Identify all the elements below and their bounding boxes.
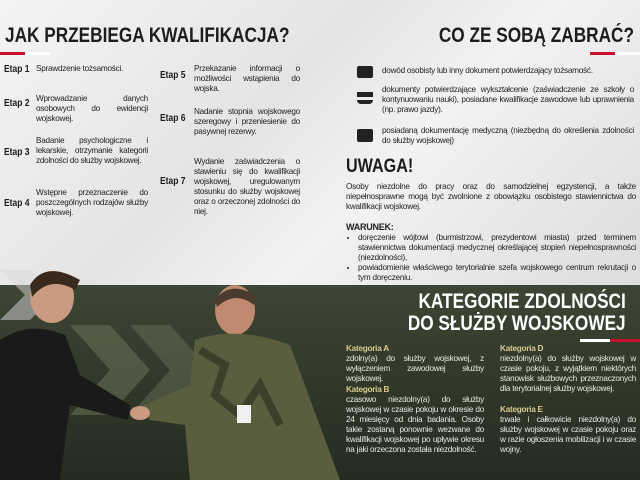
bring-title: CO ZE SOBĄ ZABRAĆ? <box>438 24 634 47</box>
warunek-list <box>346 233 636 283</box>
category-name: Kategoria E <box>500 405 543 414</box>
category-b <box>346 385 484 455</box>
step-label: Etap 7 <box>160 176 186 187</box>
category-name: Kategoria D <box>500 344 544 353</box>
category-text: czasowo niezdolny(a) do służby wojskowej w czasie pokoju w okresie do 24 miesięcy od dnia badania. Osoby takie zostaną ponownie wezwane do kwalifikacji wojskowej po upływie okresu na jaki orzeczona została niezdolność. <box>346 395 484 454</box>
category-text: trwale i całkowicie niezdolny(a) do służby wojskowej w czasie pokoju oraz w razie ogłoszenia mobilizacji i w czasie wojny. <box>500 415 636 454</box>
categories-title-line1: KATEGORIE ZDOLNOŚCI <box>418 290 626 313</box>
bring-item-text: dokumenty potwierdzające wykształcenie (zaświadczenie ze szkoły o kontynuowaniu nauki), posiadane kwalifikacje zawodowe lub uprawnienia (np. prawo jazdy). <box>382 85 634 114</box>
step-text: Badanie psychologiczne i lekarskie, otrzymanie kategorii zdolności do służby wojskowej. <box>36 136 148 165</box>
title-underline <box>590 52 640 55</box>
step-label: Etap 3 <box>4 147 30 158</box>
diploma-hand-icon <box>357 92 373 104</box>
step-label: Etap 4 <box>4 198 30 209</box>
category-a <box>346 344 484 384</box>
title-underline <box>580 339 640 342</box>
category-e <box>500 405 636 455</box>
warunek-item: • powiadomienie właściwego terytorialnie szefa wojskowego centrum rekrutacji o tym doręczeniu. <box>358 263 636 283</box>
warunek-heading: WARUNEK: <box>346 222 394 232</box>
step-text: Przekazanie informacji o możliwości wstąpienia do wojska. <box>194 64 300 93</box>
step-label: Etap 2 <box>4 98 30 109</box>
step-text: Wprowadzanie danych osobowych do ewidencji wojskowej. <box>36 94 148 123</box>
title-underline <box>0 52 50 55</box>
step-text: Sprawdzenie tożsamości. <box>36 64 124 73</box>
category-text: zdolny(a) do służby wojskowej, z wyłączeniem zawodowej służby wojskowej. <box>346 354 484 383</box>
categories-title-line2: DO SŁUŻBY WOJSKOWEJ <box>408 312 626 335</box>
medical-folder-icon <box>357 129 373 142</box>
step-text: Wstępne przeznaczenie do poszczególnych rodzajów służby wojskowej. <box>36 188 148 217</box>
step-text: Wydanie zaświadczenia o stawieniu się do kwalifikacji wojskowej, uregulowanym stosunku do służby wojskowej oraz o orzeczonej zdolności do niej. <box>194 157 300 216</box>
bring-item-text: posiadaną dokumentację medyczną (niezbędną do określenia zdolności do służby wojskowej) <box>382 126 634 145</box>
uwaga-heading: UWAGA! <box>346 156 414 177</box>
uwaga-text: Osoby niezdolne do pracy oraz do samodzielnej egzystencji, a także niepełnosprawne mogą być zwolnione z obowiązku osobistego stawiennictwa do kwalifikacji wojskowej. <box>346 182 636 211</box>
step-label: Etap 5 <box>160 70 186 81</box>
step-text: Nadanie stopnia wojskowego szeregowy i przeniesienie do pasywnej rezerwy. <box>194 107 300 136</box>
step-label: Etap 1 <box>4 64 30 75</box>
step-label: Etap 6 <box>160 113 186 124</box>
category-name: Kategoria B <box>346 385 390 394</box>
id-card-icon <box>357 66 373 78</box>
category-d <box>500 344 636 394</box>
category-name: Kategoria A <box>346 344 389 353</box>
handshake-photo <box>0 255 340 480</box>
bring-item-text: dowód osobisty lub inny dokument potwierdzający tożsamość. <box>382 66 593 75</box>
category-text: niezdolny(a) do służby wojskowej w czasie pokoju, z wyjątkiem niektórych stanowisk służbowych przeznaczonych dla terytorialnej służby wojskowej. <box>500 354 636 393</box>
qualification-title: JAK PRZEBIEGA KWALIFIKACJA? <box>5 24 290 47</box>
warunek-item: • doręczenie wójtowi (burmistrzowi, prezydentowi miasta) przed terminem stawiennictwa dokumentacji medycznej określającej stopień niepełnosprawności (niezdolności), <box>358 233 636 263</box>
